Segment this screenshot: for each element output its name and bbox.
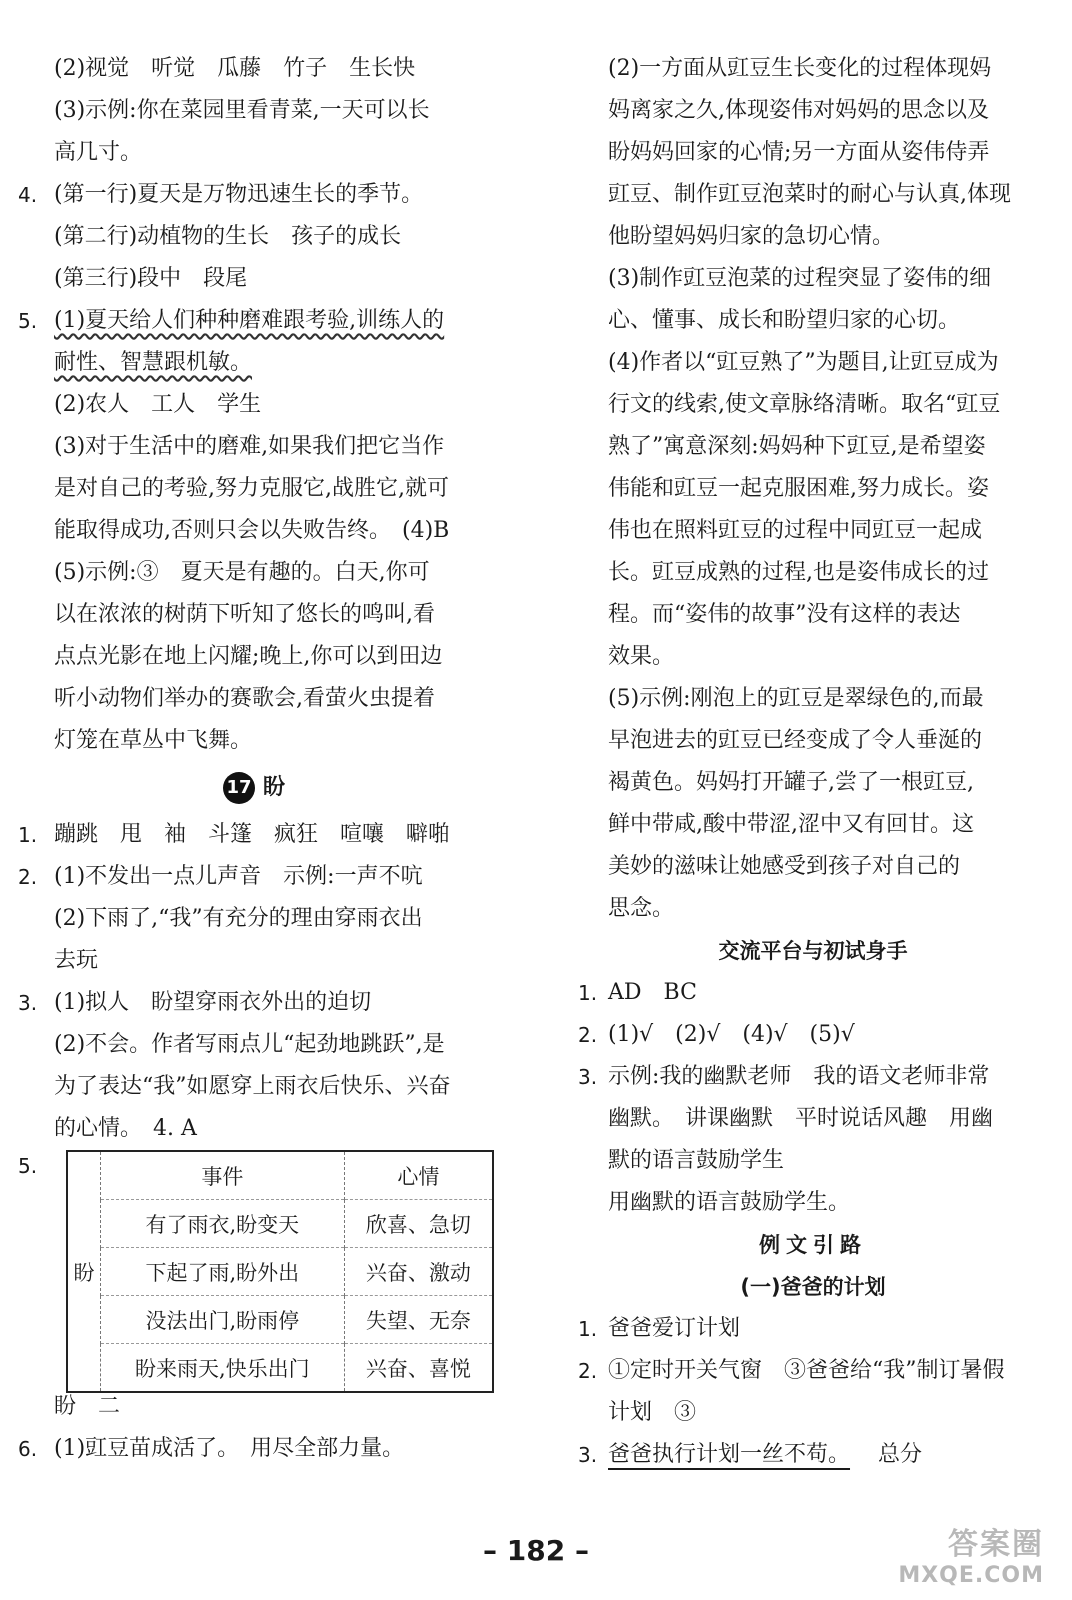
text: 听小动物们举办的赛歌会,看萤火虫提着 [54, 686, 435, 711]
question-number: 1. [18, 823, 38, 847]
table-cell: 盼来雨天,快乐出门 [101, 1344, 345, 1393]
text-line [18, 384, 490, 426]
question-number: 6. [18, 1437, 38, 1461]
underlined-text: (1)夏天给人们种种磨难跟考验,训练人的 [54, 308, 445, 333]
text-line [18, 1024, 490, 1066]
text-line [578, 342, 1048, 384]
text: 计划 ③ [608, 1400, 697, 1425]
text-line [578, 426, 1048, 468]
text-line [18, 552, 490, 594]
text-line [18, 940, 490, 982]
question-number: 2. [578, 1359, 598, 1383]
text-line [578, 678, 1048, 720]
table-header-mood: 心情 [344, 1151, 493, 1200]
text: 熟了”寓意深刻:妈妈种下豇豆,是希望姿 [608, 434, 986, 459]
text-line [18, 258, 490, 300]
question-number: 4. [18, 183, 38, 207]
text-line [18, 90, 490, 132]
answer-3 [578, 1056, 1048, 1098]
underlined-text: 爸爸执行计划一丝不苟。 [608, 1442, 851, 1467]
text: (3)示例:你在菜园里看青菜,一天可以长 [54, 98, 430, 123]
text-line [578, 132, 1048, 174]
underlined-text: 耐性、智慧跟机敏。 [54, 350, 253, 375]
text: 高几寸。 [54, 140, 143, 165]
text-line [578, 174, 1048, 216]
text: 蹦跳 甩 袖 斗篷 疯狂 喧嚷 噼啪 [54, 822, 451, 847]
text-line [578, 258, 1048, 300]
text-line [578, 384, 1048, 426]
left-column [18, 48, 490, 1470]
text-line [578, 1392, 1048, 1434]
table-side-label: 盼 [73, 1260, 95, 1285]
text-line [578, 594, 1048, 636]
event-mood-table [66, 1150, 494, 1393]
text: 伟能和豇豆一起克服困难,努力成长。姿 [608, 476, 989, 501]
page-number: – 182 – [483, 1534, 589, 1567]
text: 点点光影在地上闪耀;晚上,你可以到田边 [54, 644, 443, 669]
table-cell: 失望、无奈 [344, 1296, 493, 1344]
answer-2 [578, 1014, 1048, 1056]
answer-2 [18, 856, 490, 898]
text-line [578, 888, 1048, 930]
table-cell: 有了雨衣,盼变天 [101, 1200, 345, 1248]
lesson-heading [18, 762, 490, 814]
subsection-heading: (一)爸爸的计划 [740, 1275, 886, 1299]
text-line [578, 720, 1048, 762]
text-line [578, 636, 1048, 678]
text: 的心情。 4. A [54, 1116, 197, 1141]
text-line [18, 594, 490, 636]
text-line [578, 48, 1048, 90]
table-header-row [67, 1151, 493, 1200]
text-line [18, 132, 490, 174]
text: (1)√ (2)√ (4)√ (5)√ [608, 1022, 855, 1047]
text: (2)一方面从豇豆生长变化的过程体现妈 [608, 56, 992, 81]
text: 去玩 [54, 948, 99, 973]
text-line [18, 1066, 490, 1108]
lesson-number-badge: 17 [223, 772, 255, 804]
text: 思念。 [608, 896, 675, 921]
table-cell: 欣喜、急切 [344, 1200, 493, 1248]
text: (1)不发出一点儿声音 示例:一声不吭 [54, 864, 423, 889]
text: (第二行)动植物的生长 孩子的成长 [54, 224, 402, 249]
question-number: 2. [18, 865, 38, 889]
text-line [18, 898, 490, 940]
text: 心、懂事、成长和盼望归家的心切。 [608, 308, 961, 333]
table-header-event: 事件 [101, 1151, 345, 1200]
text: 幽默。 讲课幽默 平时说话风趣 用幽 [608, 1106, 994, 1131]
text: (第一行)夏天是万物迅速生长的季节。 [54, 182, 424, 207]
answer-4 [18, 174, 490, 216]
answer-1 [18, 814, 490, 856]
text: 长。豇豆成熟的过程,也是姿伟成长的过 [608, 560, 989, 585]
watermark-url: MXQE.COM [898, 1563, 1044, 1588]
text-line [18, 468, 490, 510]
text: (1)豇豆苗成活了。 用尽全部力量。 [54, 1436, 405, 1461]
text-line [578, 90, 1048, 132]
text: (第三行)段中 段尾 [54, 266, 248, 291]
answer-3 [578, 1434, 1048, 1476]
right-column [578, 48, 1048, 1476]
lesson-title: 盼 [262, 775, 285, 800]
table-row [67, 1296, 493, 1344]
text: 盼 二 [54, 1394, 121, 1419]
question-number: 1. [578, 1317, 598, 1341]
text: (4)作者以“豇豆熟了”为题目,让豇豆成为 [608, 350, 999, 375]
table-cell: 下起了雨,盼外出 [101, 1248, 345, 1296]
section-heading: 例文引路 [759, 1233, 867, 1257]
text-line [578, 1098, 1048, 1140]
text-line [18, 636, 490, 678]
text: 总分 [878, 1442, 923, 1467]
watermark-text: 答案圈 [948, 1527, 1044, 1562]
text: 为了表达“我”如愿穿上雨衣后快乐、兴奋 [54, 1074, 451, 1099]
text-line [18, 678, 490, 720]
text-line [18, 1386, 490, 1428]
table-cell: 兴奋、喜悦 [344, 1344, 493, 1393]
text-line [18, 342, 490, 384]
text-line [578, 762, 1048, 804]
question-number: 5. [18, 1154, 38, 1178]
text: 用幽默的语言鼓励学生。 [608, 1190, 851, 1215]
text-line [578, 846, 1048, 888]
text: 盼妈妈回家的心情;另一方面从姿伟侍弄 [608, 140, 990, 165]
question-number: 3. [578, 1065, 598, 1089]
text-line [18, 426, 490, 468]
text-line [578, 510, 1048, 552]
text: 豇豆、制作豇豆泡菜时的耐心与认真,体现 [608, 182, 1011, 207]
text-line [578, 300, 1048, 342]
text-line [578, 1140, 1048, 1182]
text: 灯笼在草丛中飞舞。 [54, 728, 253, 753]
text-line [578, 804, 1048, 846]
text: 程。而“姿伟的故事”没有这样的表达 [608, 602, 961, 627]
text: 早泡进去的豇豆已经变成了令人垂涎的 [608, 728, 983, 753]
text: (5)示例:刚泡上的豇豆是翠绿色的,而最 [608, 686, 984, 711]
text: (2)下雨了,“我”有充分的理由穿雨衣出 [54, 906, 423, 931]
answer-3 [18, 982, 490, 1024]
answer-5 [18, 300, 490, 342]
answer-2 [578, 1350, 1048, 1392]
table-row [67, 1200, 493, 1248]
question-number: 5. [18, 309, 38, 333]
text: 他盼望妈妈归家的急切心情。 [608, 224, 895, 249]
question-number: 2. [578, 1023, 598, 1047]
watermark [898, 1519, 1044, 1588]
text-line [18, 48, 490, 90]
table-cell: 兴奋、激动 [344, 1248, 493, 1296]
text: (1)拟人 盼望穿雨衣外出的迫切 [54, 990, 372, 1015]
section-heading: 交流平台与初试身手 [718, 939, 908, 963]
question-number: 1. [578, 981, 598, 1005]
text-line [18, 216, 490, 258]
answer-1 [578, 972, 1048, 1014]
question-number: 3. [18, 991, 38, 1015]
answer-6 [18, 1428, 490, 1470]
text: 伟也在照料豇豆的过程中同豇豆一起成 [608, 518, 983, 543]
answer-5-table-block [18, 1150, 490, 1386]
text: 能取得成功,否则只会以失败告终。 (4)B [54, 518, 450, 543]
text-line [578, 1182, 1048, 1224]
text-line [18, 720, 490, 762]
text: (2)农人 工人 学生 [54, 392, 262, 417]
text-line [578, 216, 1048, 258]
table-cell: 没法出门,盼雨停 [101, 1296, 345, 1344]
text: 褐黄色。妈妈打开罐子,尝了一根豇豆, [608, 770, 974, 795]
text: AD BC [608, 980, 697, 1005]
text: (3)对于生活中的磨难,如果我们把它当作 [54, 434, 445, 459]
text: 行文的线索,使文章脉络清晰。取名“豇豆 [608, 392, 1001, 417]
text: 妈离家之久,体现姿伟对妈妈的思念以及 [608, 98, 989, 123]
text: 鲜中带咸,酸中带涩,涩中又有回甘。这 [608, 812, 974, 837]
text: 美妙的滋味让她感受到孩子对自己的 [608, 854, 961, 879]
text-line [18, 510, 490, 552]
text: ①定时开关气窗 ③爸爸给“我”制订暑假 [608, 1358, 1005, 1383]
text: 是对自己的考验,努力克服它,战胜它,就可 [54, 476, 449, 501]
text: 默的语言鼓励学生 [608, 1148, 785, 1173]
table-row [67, 1248, 493, 1296]
text: (3)制作豇豆泡菜的过程突显了姿伟的细 [608, 266, 992, 291]
answer-1 [578, 1308, 1048, 1350]
text-line [18, 1108, 490, 1150]
text: 以在浓浓的树荫下听知了悠长的鸣叫,看 [54, 602, 435, 627]
text: (2)不会。作者写雨点儿“起劲地跳跃”,是 [54, 1032, 445, 1057]
text: 效果。 [608, 644, 675, 669]
text-line [578, 552, 1048, 594]
text: (5)示例:③ 夏天是有趣的。白天,你可 [54, 560, 430, 585]
question-number: 3. [578, 1443, 598, 1467]
text-line [578, 468, 1048, 510]
text: 爸爸爱订计划 [608, 1316, 741, 1341]
text: 示例:我的幽默老师 我的语文老师非常 [608, 1064, 990, 1089]
table-row [67, 1344, 493, 1393]
text: (2)视觉 听觉 瓜藤 竹子 生长快 [54, 56, 416, 81]
